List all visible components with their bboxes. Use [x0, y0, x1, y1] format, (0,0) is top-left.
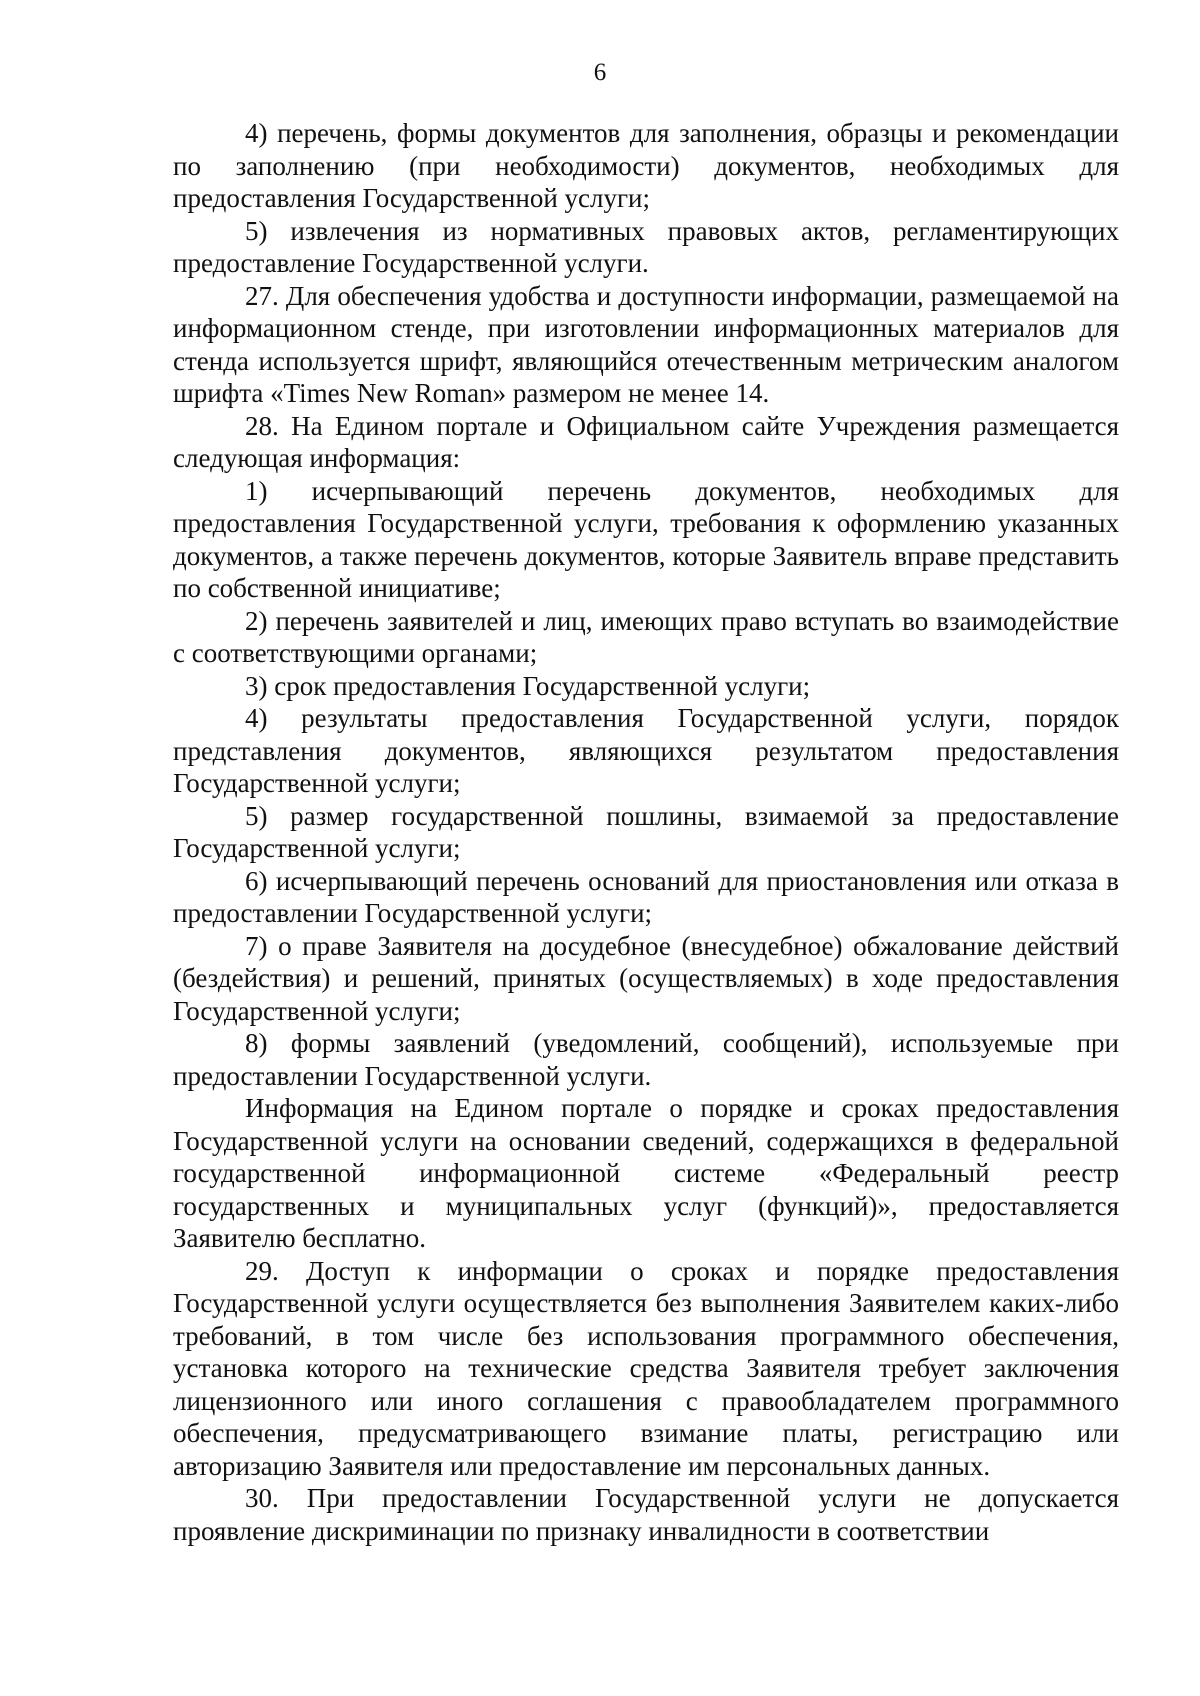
paragraph-30: 30. При предоставлении Государственной услуги не допускается проявление дискриминации по признаку инвалидности в соответствии: [173, 1483, 1119, 1546]
paragraph-item-4-forms: 4) перечень, формы документов для заполнения, образцы и рекомендации по заполнению (при необходимости) документов, необходимых для предоставления Государственной услуги;: [173, 118, 1119, 213]
paragraph-29: 29. Доступ к информации о сроках и порядке предоставления Государственной услуги осуществляется без выполнения Заявителем каких-либо требований, в том числе без использования программного обеспечения, установка которого на технические средства Заявителя требует заключения лицензионного или иного соглашения с правообладателем программного обеспечения, предусматривающего взимание платы, регистрацию или авторизацию Заявителя или предоставление им персональных данных.: [173, 1255, 1119, 1481]
paragraph-28-item-2: 2) перечень заявителей и лиц, имеющих право вступать во взаимодействие с соответствующими органами;: [173, 605, 1119, 668]
paragraph-28-item-4: 4) результаты предоставления Государственной услуги, порядок представления документов, являющихся результатом предоставления Государственной услуги;: [173, 703, 1119, 798]
paragraph-28-item-3: 3) срок предоставления Государственной услуги;: [245, 670, 811, 701]
paragraph-28-item-1: 1) исчерпывающий перечень документов, необходимых для предоставления Государственной услуги, требования к оформлению указанных документов, а также перечень документов, которые Заявитель вправе представить по собственной инициативе;: [173, 475, 1119, 603]
page-number: 6: [593, 59, 607, 86]
paragraph-portal-info: Информация на Едином портале о порядке и сроках предоставления Государственной услуги на основании сведений, содержащихся в федеральной государственной информационной системе «Федеральный реестр государственных и муниципальных услуг (функций)», предоставляется Заявителю бесплатно.: [173, 1093, 1119, 1253]
paragraph-item-5-extracts: 5) извлечения из нормативных правовых актов, регламентирующих предоставление Государственной услуги.: [173, 215, 1119, 278]
paragraph-28: 28. На Едином портале и Официальном сайте Учреждения размещается следующая информация:: [173, 410, 1119, 473]
document-body: [173, 117, 1119, 1547]
paragraph-28-item-8: 8) формы заявлений (уведомлений, сообщений), используемые при предоставлении Государственной услуги.: [173, 1028, 1119, 1091]
paragraph-27: 27. Для обеспечения удобства и доступности информации, размещаемой на информационном стенде, при изготовлении информационных материалов для стенда используется шрифт, являющийся отечественным метрическим аналогом шрифта «Times New Roman» размером не менее 14.: [173, 280, 1119, 408]
paragraph-28-item-6: 6) исчерпывающий перечень оснований для приостановления или отказа в предоставлении Государственной услуги;: [173, 865, 1119, 928]
paragraph-28-item-7: 7) о праве Заявителя на досудебное (внесудебное) обжалование действий (бездействия) и решений, принятых (осуществляемых) в ходе предоставления Государственной услуги;: [173, 930, 1119, 1026]
paragraph-28-item-5: 5) размер государственной пошлины, взимаемой за предоставление Государственной услуги;: [173, 800, 1119, 863]
